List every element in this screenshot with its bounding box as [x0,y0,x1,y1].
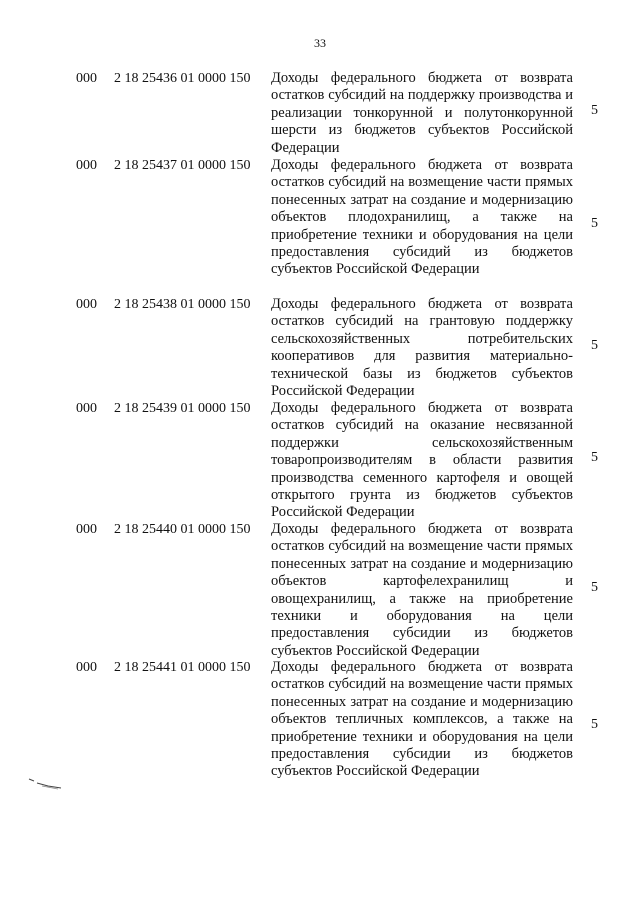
income-description: Доходы федерального бюджета от возврата остатков субсидий на оказание несвязанной поддержки сельскохозяйственным товаропроизводителям в области развития производства семенного картофеля и овощей открытого грунта из бюджетов субъектов Российской Федерации [271,400,573,521]
admin-code: 000 [76,401,97,416]
income-description: Доходы федерального бюджета от возврата остатков субсидий на поддержку производства и реализации тонкорунной и полутонкорунной шерсти из бюджетов субъектов Российской Федерации [271,70,573,156]
budget-classification-code: 2 18 25437 01 0000 150 [114,158,251,173]
norm-percent: 5 [591,450,598,465]
budget-classification-code: 2 18 25436 01 0000 150 [114,71,251,86]
admin-code: 000 [76,660,97,675]
admin-code: 000 [76,297,97,312]
income-description: Доходы федерального бюджета от возврата остатков субсидий на грантовую поддержку сельскохозяйственных потребительских кооперативов для развития материально-технической базы из бюджетов субъектов Российской Федерации [271,296,573,400]
income-description: Доходы федерального бюджета от возврата остатков субсидий на возмещение части прямых понесенных затрат на создание и модернизацию объектов картофелехранилищ и овощехранилищ, а также на приобретение техники и оборудования на цели предоставления субсидии из бюджетов субъектов Российской Федерации [271,521,573,659]
budget-classification-code: 2 18 25438 01 0000 150 [114,297,251,312]
income-description: Доходы федерального бюджета от возврата остатков субсидий на возмещение части прямых понесенных затрат на создание и модернизацию объектов тепличных комплексов, а также на приобретение техники и оборудования на цели предоставления субсидии из бюджетов субъектов Российской Федерации [271,659,573,780]
budget-classification-code: 2 18 25441 01 0000 150 [114,660,251,675]
norm-percent: 5 [591,216,598,231]
admin-code: 000 [76,158,97,173]
page-number: 33 [314,36,326,50]
admin-code: 000 [76,71,97,86]
scan-mark [28,777,64,793]
norm-percent: 5 [591,338,598,353]
budget-classification-code: 2 18 25439 01 0000 150 [114,401,251,416]
income-description: Доходы федерального бюджета от возврата остатков субсидий на возмещение части прямых понесенных затрат на создание и модернизацию объектов плодохранилищ, а также на приобретение техники и оборудования на цели предоставления субсидий из бюджетов субъектов Российской Федерации [271,157,573,278]
norm-percent: 5 [591,103,598,118]
admin-code: 000 [76,522,97,537]
budget-classification-code: 2 18 25440 01 0000 150 [114,522,251,537]
norm-percent: 5 [591,580,598,595]
norm-percent: 5 [591,717,598,732]
